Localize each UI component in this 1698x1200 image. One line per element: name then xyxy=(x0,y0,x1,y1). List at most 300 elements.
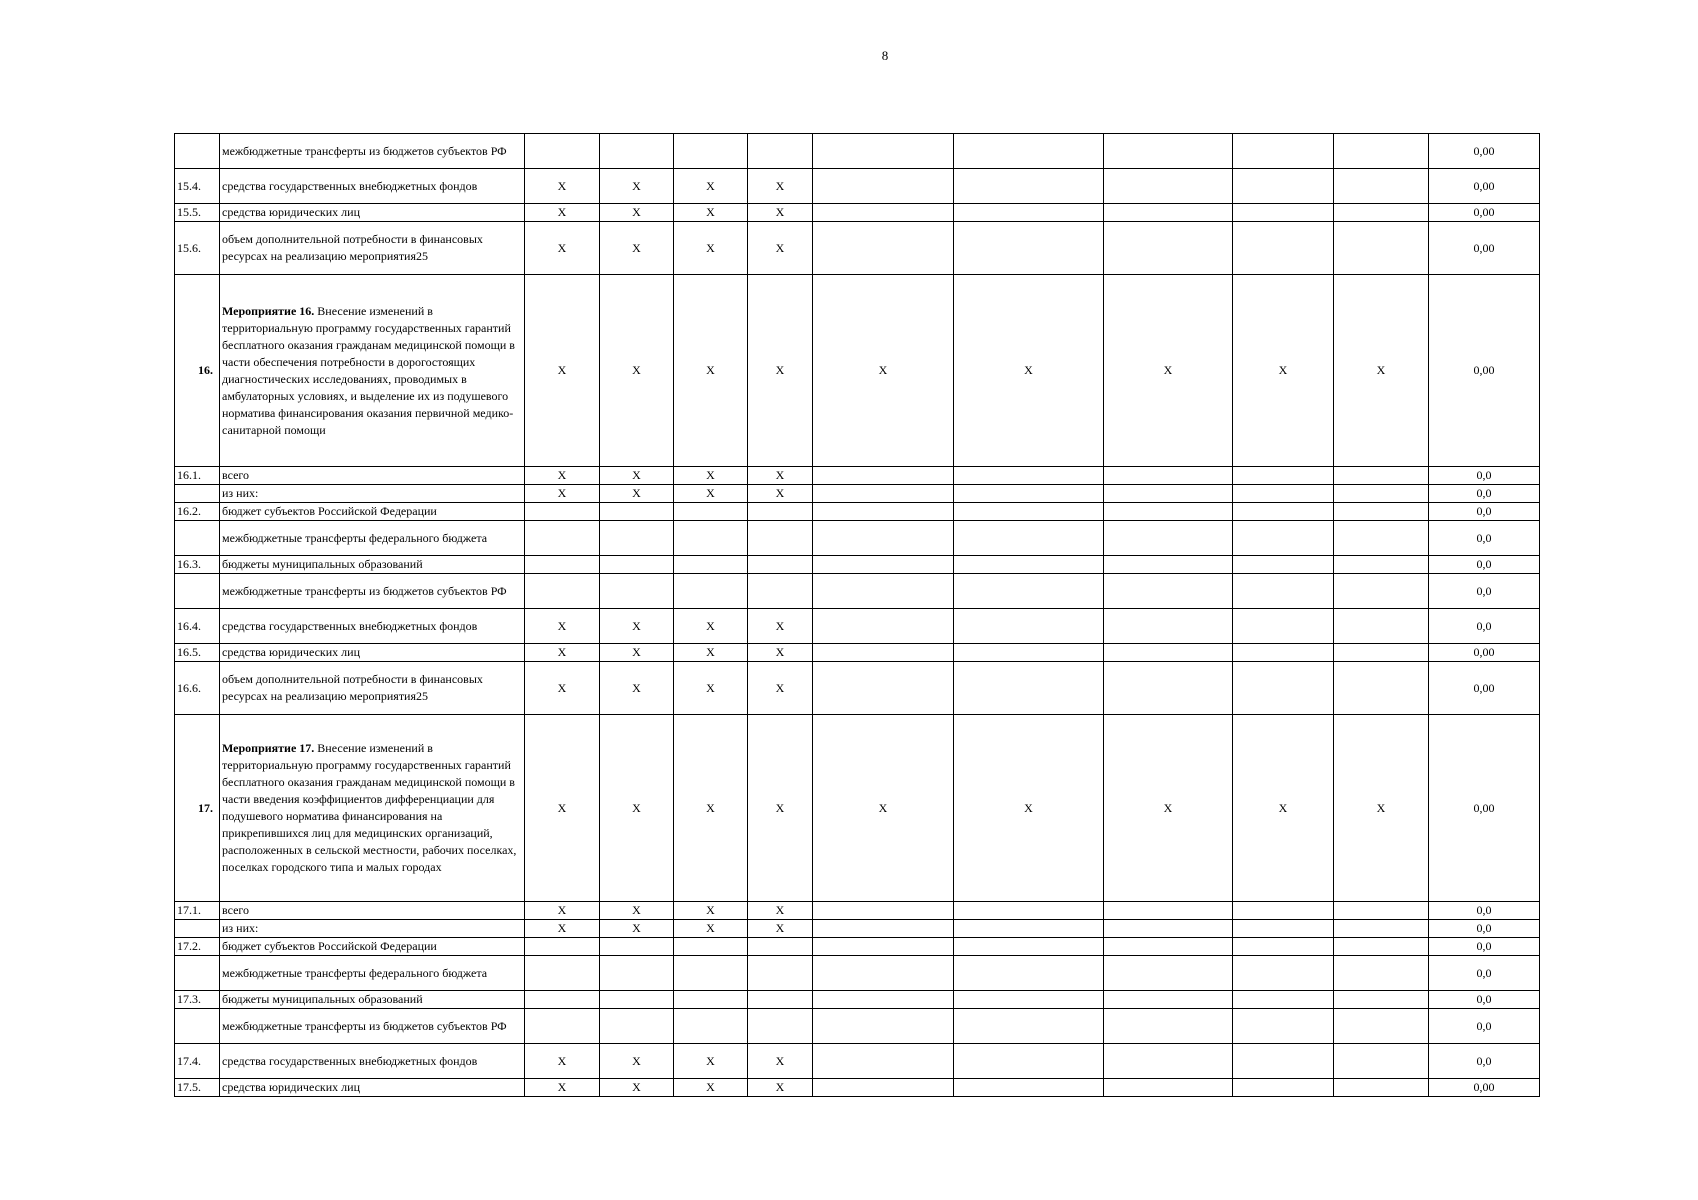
mark-cell xyxy=(1334,503,1429,521)
total-cell: 0,00 xyxy=(1429,134,1540,169)
mark-cell xyxy=(1334,134,1429,169)
mark-cell xyxy=(1233,222,1334,275)
mark-cell xyxy=(1104,485,1233,503)
mark-cell xyxy=(954,938,1104,956)
total-cell: 0,0 xyxy=(1429,467,1540,485)
mark-cell: X xyxy=(600,662,674,715)
mark-cell xyxy=(600,556,674,574)
mark-cell xyxy=(954,1009,1104,1044)
mark-cell: X xyxy=(525,204,600,222)
total-cell: 0,0 xyxy=(1429,1044,1540,1079)
mark-cell xyxy=(1104,938,1233,956)
mark-cell: X xyxy=(674,467,748,485)
mark-cell xyxy=(813,956,954,991)
mark-cell: X xyxy=(600,204,674,222)
mark-cell: X xyxy=(600,715,674,902)
mark-cell xyxy=(1334,1044,1429,1079)
mark-cell xyxy=(1233,938,1334,956)
total-cell: 0,00 xyxy=(1429,169,1540,204)
mark-cell xyxy=(674,1009,748,1044)
mark-cell xyxy=(748,503,813,521)
mark-cell xyxy=(1233,920,1334,938)
table-row xyxy=(175,991,1540,1009)
mark-cell xyxy=(1104,920,1233,938)
mark-cell xyxy=(813,556,954,574)
table-row xyxy=(175,938,1540,956)
activity-title: Мероприятие 16. xyxy=(222,303,315,318)
row-name xyxy=(220,169,525,204)
mark-cell xyxy=(748,521,813,556)
mark-cell xyxy=(954,485,1104,503)
row-name xyxy=(220,574,525,609)
mark-cell: X xyxy=(600,1079,674,1097)
mark-cell xyxy=(748,991,813,1009)
row-name xyxy=(220,662,525,715)
total-cell: 0,0 xyxy=(1429,609,1540,644)
mark-cell xyxy=(1334,644,1429,662)
mark-cell xyxy=(1334,902,1429,920)
row-name-text: бюджеты муниципальных образований xyxy=(222,992,423,1006)
mark-cell xyxy=(954,169,1104,204)
mark-cell: X xyxy=(525,485,600,503)
mark-cell xyxy=(1104,574,1233,609)
total-cell: 0,00 xyxy=(1429,662,1540,715)
mark-cell xyxy=(1104,204,1233,222)
row-number: 16.1. xyxy=(175,467,220,485)
total-cell: 0,00 xyxy=(1429,644,1540,662)
mark-cell xyxy=(600,956,674,991)
table-row xyxy=(175,169,1540,204)
mark-cell xyxy=(674,134,748,169)
mark-cell xyxy=(600,574,674,609)
mark-cell xyxy=(813,204,954,222)
row-number: 17.5. xyxy=(175,1079,220,1097)
row-name-text: средства государственных внебюджетных фондов xyxy=(222,618,478,633)
row-name xyxy=(220,1009,525,1044)
budget-table xyxy=(174,133,1540,1097)
row-name-text: бюджет субъектов Российской Федерации xyxy=(222,939,437,953)
mark-cell: X xyxy=(748,275,813,467)
mark-cell xyxy=(674,574,748,609)
mark-cell xyxy=(1233,1044,1334,1079)
mark-cell: X xyxy=(674,920,748,938)
row-number: 16. xyxy=(175,275,220,467)
row-number xyxy=(175,521,220,556)
mark-cell xyxy=(600,134,674,169)
table-row xyxy=(175,467,1540,485)
mark-cell xyxy=(1334,662,1429,715)
mark-cell: X xyxy=(748,662,813,715)
mark-cell xyxy=(813,1009,954,1044)
row-number: 16.5. xyxy=(175,644,220,662)
mark-cell xyxy=(813,938,954,956)
mark-cell xyxy=(525,991,600,1009)
row-name-text: средства юридических лиц xyxy=(222,645,360,659)
table-row xyxy=(175,1044,1540,1079)
mark-cell xyxy=(1233,204,1334,222)
mark-cell: X xyxy=(748,644,813,662)
mark-cell xyxy=(748,556,813,574)
table-row xyxy=(175,485,1540,503)
mark-cell xyxy=(600,503,674,521)
row-number: 15.6. xyxy=(175,222,220,275)
table-row xyxy=(175,715,1540,902)
mark-cell: X xyxy=(748,902,813,920)
mark-cell xyxy=(1104,991,1233,1009)
mark-cell xyxy=(1104,134,1233,169)
row-name-text: средства юридических лиц xyxy=(222,1080,360,1094)
total-cell: 0,00 xyxy=(1429,222,1540,275)
mark-cell: X xyxy=(1233,715,1334,902)
mark-cell xyxy=(525,938,600,956)
mark-cell xyxy=(1104,902,1233,920)
mark-cell: X xyxy=(813,715,954,902)
row-name-text: всего xyxy=(222,468,250,482)
mark-cell xyxy=(1104,222,1233,275)
row-name xyxy=(220,991,525,1009)
mark-cell xyxy=(813,467,954,485)
row-name xyxy=(220,644,525,662)
mark-cell: X xyxy=(525,1079,600,1097)
table-row xyxy=(175,956,1540,991)
mark-cell xyxy=(813,169,954,204)
row-number: 16.3. xyxy=(175,556,220,574)
mark-cell xyxy=(1104,1009,1233,1044)
mark-cell xyxy=(954,609,1104,644)
row-name-text: средства государственных внебюджетных фондов xyxy=(222,178,478,193)
mark-cell xyxy=(813,134,954,169)
row-name-text: бюджеты муниципальных образований xyxy=(222,557,423,571)
mark-cell xyxy=(1334,556,1429,574)
mark-cell xyxy=(954,574,1104,609)
mark-cell: X xyxy=(674,1079,748,1097)
mark-cell xyxy=(1233,485,1334,503)
row-name-text: межбюджетные трансферты из бюджетов субъектов РФ xyxy=(222,143,507,158)
row-number: 17.4. xyxy=(175,1044,220,1079)
mark-cell xyxy=(525,134,600,169)
mark-cell xyxy=(813,503,954,521)
mark-cell: X xyxy=(525,902,600,920)
mark-cell xyxy=(813,644,954,662)
mark-cell xyxy=(1233,609,1334,644)
mark-cell xyxy=(1233,574,1334,609)
mark-cell xyxy=(525,574,600,609)
mark-cell xyxy=(1104,662,1233,715)
mark-cell xyxy=(954,920,1104,938)
row-name xyxy=(220,1079,525,1097)
total-cell: 0,0 xyxy=(1429,991,1540,1009)
row-name-text: Внесение изменений в территориальную программу государственных гарантий бесплатного оказания гражданам медицинской помощи в части введения коэффициентов дифференциации для подушевого норматива финансирования на прикрепившихся лиц для медицинских организаций, расположенных в сельской местности, рабочих поселках, поселках городского типа и малых городах xyxy=(222,741,517,874)
mark-cell xyxy=(1233,467,1334,485)
mark-cell xyxy=(1334,485,1429,503)
mark-cell xyxy=(1334,1079,1429,1097)
mark-cell xyxy=(1104,503,1233,521)
mark-cell xyxy=(1233,134,1334,169)
mark-cell: X xyxy=(748,715,813,902)
mark-cell xyxy=(954,956,1104,991)
mark-cell xyxy=(1233,644,1334,662)
row-name xyxy=(220,467,525,485)
row-number: 16.2. xyxy=(175,503,220,521)
mark-cell xyxy=(1334,169,1429,204)
mark-cell: X xyxy=(674,644,748,662)
table-row xyxy=(175,222,1540,275)
mark-cell: X xyxy=(600,609,674,644)
table-row xyxy=(175,521,1540,556)
row-name-text: Внесение изменений в территориальную программу государственных гарантий бесплатного оказания гражданам медицинской помощи в части обеспечения потребности в дорогостоящих диагностических исследованиях, проводимых в амбулаторных условиях, и выделение их из подушевого норматива финансирования оказания первичной медико-санитарной помощи xyxy=(222,303,515,437)
mark-cell xyxy=(1233,556,1334,574)
total-cell: 0,0 xyxy=(1429,920,1540,938)
row-name-text: объем дополнительной потребности в финансовых ресурсах на реализацию мероприятия25 xyxy=(222,672,483,703)
row-name xyxy=(220,521,525,556)
mark-cell xyxy=(674,503,748,521)
mark-cell xyxy=(1233,1079,1334,1097)
mark-cell xyxy=(748,938,813,956)
row-name xyxy=(220,1044,525,1079)
mark-cell xyxy=(674,991,748,1009)
row-number: 15.4. xyxy=(175,169,220,204)
mark-cell: X xyxy=(600,169,674,204)
row-name-text: межбюджетные трансферты федерального бюджета xyxy=(222,965,488,980)
row-name xyxy=(220,485,525,503)
mark-cell: X xyxy=(674,902,748,920)
row-name xyxy=(220,609,525,644)
total-cell: 0,0 xyxy=(1429,485,1540,503)
mark-cell xyxy=(1334,222,1429,275)
mark-cell: X xyxy=(600,485,674,503)
mark-cell xyxy=(600,991,674,1009)
row-number xyxy=(175,574,220,609)
mark-cell: X xyxy=(525,715,600,902)
mark-cell xyxy=(1334,609,1429,644)
mark-cell xyxy=(1233,956,1334,991)
mark-cell: X xyxy=(813,275,954,467)
mark-cell: X xyxy=(748,204,813,222)
mark-cell: X xyxy=(600,902,674,920)
mark-cell xyxy=(954,503,1104,521)
total-cell: 0,0 xyxy=(1429,503,1540,521)
row-name xyxy=(220,902,525,920)
mark-cell xyxy=(813,991,954,1009)
table-row xyxy=(175,503,1540,521)
mark-cell: X xyxy=(600,644,674,662)
row-name-text: из них: xyxy=(222,486,259,500)
mark-cell: X xyxy=(525,275,600,467)
mark-cell xyxy=(954,467,1104,485)
mark-cell: X xyxy=(525,1044,600,1079)
row-number: 17.2. xyxy=(175,938,220,956)
mark-cell: X xyxy=(674,275,748,467)
mark-cell xyxy=(525,1009,600,1044)
mark-cell xyxy=(748,1009,813,1044)
mark-cell xyxy=(813,521,954,556)
row-name xyxy=(220,938,525,956)
row-name-text: межбюджетные трансферты федерального бюджета xyxy=(222,530,488,545)
mark-cell xyxy=(1233,991,1334,1009)
mark-cell: X xyxy=(748,467,813,485)
mark-cell: X xyxy=(600,222,674,275)
mark-cell: X xyxy=(748,920,813,938)
mark-cell xyxy=(1334,1009,1429,1044)
mark-cell xyxy=(600,521,674,556)
mark-cell xyxy=(954,521,1104,556)
mark-cell xyxy=(525,521,600,556)
row-number xyxy=(175,134,220,169)
mark-cell xyxy=(748,134,813,169)
mark-cell: X xyxy=(1334,715,1429,902)
row-name-text: межбюджетные трансферты из бюджетов субъектов РФ xyxy=(222,583,507,598)
mark-cell: X xyxy=(674,662,748,715)
row-name xyxy=(220,503,525,521)
mark-cell xyxy=(674,938,748,956)
mark-cell: X xyxy=(748,1044,813,1079)
mark-cell: X xyxy=(674,169,748,204)
table-row xyxy=(175,574,1540,609)
mark-cell xyxy=(1104,644,1233,662)
mark-cell xyxy=(525,556,600,574)
table-row xyxy=(175,1009,1540,1044)
total-cell: 0,0 xyxy=(1429,902,1540,920)
mark-cell: X xyxy=(525,662,600,715)
row-name xyxy=(220,556,525,574)
mark-cell: X xyxy=(1104,275,1233,467)
mark-cell xyxy=(954,991,1104,1009)
mark-cell xyxy=(674,556,748,574)
mark-cell xyxy=(813,485,954,503)
mark-cell xyxy=(813,1079,954,1097)
mark-cell xyxy=(813,662,954,715)
mark-cell xyxy=(1233,521,1334,556)
mark-cell: X xyxy=(1104,715,1233,902)
total-cell: 0,00 xyxy=(1429,275,1540,467)
row-name-text: всего xyxy=(222,903,250,917)
row-number xyxy=(175,956,220,991)
table-row xyxy=(175,662,1540,715)
mark-cell xyxy=(1334,956,1429,991)
mark-cell xyxy=(1334,204,1429,222)
row-number: 15.5. xyxy=(175,204,220,222)
mark-cell xyxy=(1233,503,1334,521)
mark-cell xyxy=(813,902,954,920)
total-cell: 0,0 xyxy=(1429,521,1540,556)
total-cell: 0,0 xyxy=(1429,956,1540,991)
mark-cell xyxy=(1233,1009,1334,1044)
row-name-text: средства государственных внебюджетных фондов xyxy=(222,1053,478,1068)
mark-cell: X xyxy=(525,467,600,485)
mark-cell: X xyxy=(674,1044,748,1079)
row-number: 17.1. xyxy=(175,902,220,920)
row-name xyxy=(220,275,525,467)
row-number xyxy=(175,485,220,503)
mark-cell xyxy=(1334,467,1429,485)
table-row xyxy=(175,134,1540,169)
mark-cell xyxy=(1104,1079,1233,1097)
total-cell: 0,0 xyxy=(1429,938,1540,956)
mark-cell xyxy=(813,574,954,609)
mark-cell xyxy=(954,1079,1104,1097)
mark-cell: X xyxy=(748,485,813,503)
mark-cell xyxy=(1104,956,1233,991)
mark-cell xyxy=(1104,1044,1233,1079)
mark-cell: X xyxy=(748,222,813,275)
mark-cell xyxy=(954,644,1104,662)
mark-cell xyxy=(600,938,674,956)
mark-cell: X xyxy=(674,204,748,222)
activity-title: Мероприятие 17. xyxy=(222,741,315,755)
mark-cell: X xyxy=(1233,275,1334,467)
mark-cell xyxy=(954,662,1104,715)
mark-cell xyxy=(813,920,954,938)
total-cell: 0,0 xyxy=(1429,1009,1540,1044)
total-cell: 0,0 xyxy=(1429,574,1540,609)
table-row xyxy=(175,275,1540,467)
row-name xyxy=(220,956,525,991)
mark-cell xyxy=(1233,902,1334,920)
row-name-text: межбюджетные трансферты из бюджетов субъектов РФ xyxy=(222,1018,507,1033)
total-cell: 0,00 xyxy=(1429,715,1540,902)
mark-cell xyxy=(525,956,600,991)
mark-cell xyxy=(1334,574,1429,609)
row-name-text: объем дополнительной потребности в финансовых ресурсах на реализацию мероприятия25 xyxy=(222,232,483,263)
row-name xyxy=(220,134,525,169)
mark-cell xyxy=(525,503,600,521)
mark-cell: X xyxy=(748,169,813,204)
table-row xyxy=(175,902,1540,920)
mark-cell xyxy=(813,1044,954,1079)
mark-cell xyxy=(1104,609,1233,644)
mark-cell xyxy=(1334,938,1429,956)
row-number: 17. xyxy=(175,715,220,902)
mark-cell: X xyxy=(954,715,1104,902)
mark-cell xyxy=(1104,556,1233,574)
row-number: 17.3. xyxy=(175,991,220,1009)
mark-cell xyxy=(954,134,1104,169)
mark-cell: X xyxy=(600,275,674,467)
table-row xyxy=(175,644,1540,662)
row-number: 16.6. xyxy=(175,662,220,715)
total-cell: 0,0 xyxy=(1429,556,1540,574)
mark-cell xyxy=(954,556,1104,574)
table-row xyxy=(175,556,1540,574)
mark-cell xyxy=(1104,169,1233,204)
mark-cell xyxy=(1104,521,1233,556)
total-cell: 0,00 xyxy=(1429,1079,1540,1097)
mark-cell xyxy=(1104,467,1233,485)
mark-cell: X xyxy=(674,222,748,275)
mark-cell: X xyxy=(748,1079,813,1097)
row-number xyxy=(175,920,220,938)
mark-cell: X xyxy=(525,920,600,938)
mark-cell: X xyxy=(1334,275,1429,467)
mark-cell xyxy=(1233,662,1334,715)
row-name-text: из них: xyxy=(222,921,259,935)
mark-cell xyxy=(600,1009,674,1044)
mark-cell: X xyxy=(600,467,674,485)
mark-cell: X xyxy=(600,1044,674,1079)
mark-cell: X xyxy=(748,609,813,644)
mark-cell xyxy=(954,222,1104,275)
mark-cell xyxy=(748,574,813,609)
mark-cell xyxy=(954,1044,1104,1079)
table-row xyxy=(175,609,1540,644)
row-number xyxy=(175,1009,220,1044)
mark-cell xyxy=(1233,169,1334,204)
mark-cell: X xyxy=(674,715,748,902)
mark-cell: X xyxy=(674,485,748,503)
mark-cell xyxy=(674,521,748,556)
mark-cell: X xyxy=(525,222,600,275)
row-name xyxy=(220,715,525,902)
